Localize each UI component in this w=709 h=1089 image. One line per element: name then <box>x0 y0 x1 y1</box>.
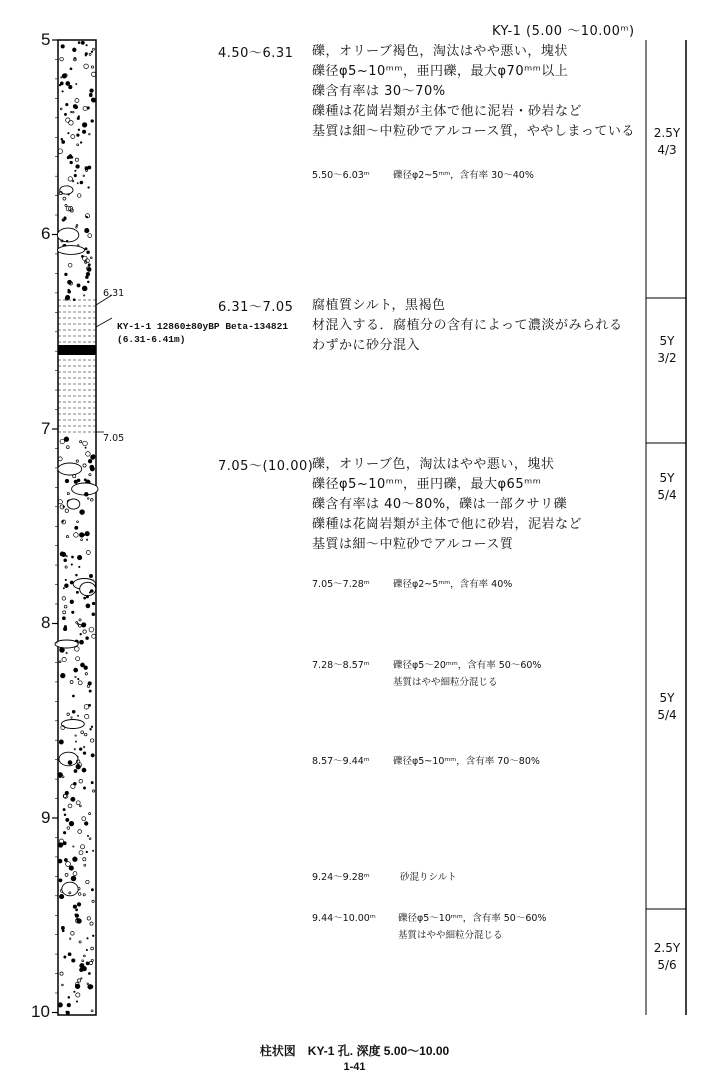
subnote-text <box>398 910 546 944</box>
munsell-color <box>648 125 686 159</box>
subnote-line: 礫径φ5～10ᵐᵐ，含有率 50～60% <box>398 913 547 924</box>
gravel-pebble <box>78 678 79 679</box>
gravel-pebble <box>70 68 72 70</box>
gravel-pebble <box>64 217 66 219</box>
gravel-pebble <box>80 968 84 972</box>
gravel-pebble <box>64 113 66 115</box>
gravel-pebble <box>69 821 74 826</box>
gravel-pebble <box>88 985 93 990</box>
gravel-pebble <box>85 248 87 250</box>
gravel-pebble <box>64 859 67 862</box>
gravel-pebble <box>87 281 89 283</box>
gravel-pebble <box>70 581 73 584</box>
gravel-pebble <box>87 938 88 939</box>
gravel-pebble <box>85 532 89 536</box>
gravel-pebble <box>82 623 86 627</box>
gravel-pebble <box>66 818 69 821</box>
gravel-pebble <box>67 1003 71 1007</box>
gravel-pebble <box>68 290 71 293</box>
munsell-color <box>648 940 686 974</box>
gravel-pebble <box>61 45 64 48</box>
unit-desc-line: 礫径φ5~10ᵐᵐ，亜円礫，最大φ65ᵐᵐ <box>312 477 542 492</box>
gravel-pebble <box>80 633 82 635</box>
gravel-pebble <box>89 574 92 577</box>
unit-desc-line: 礫種は花崗岩類が主体で他に砂岩，泥岩など <box>312 517 583 532</box>
gravel-pebble <box>86 596 88 598</box>
munsell-value: 3/2 <box>657 351 677 365</box>
gravel-pebble <box>71 564 72 565</box>
gravel-pebble <box>62 91 63 92</box>
unit-desc-line: 基質は細～中粒砂でアルコース質，ややしまっている <box>312 124 635 139</box>
gravel-pebble <box>79 533 84 538</box>
unit-desc-line: 腐植質シルト，黒褐色 <box>312 298 446 313</box>
munsell-hue: 5Y <box>659 691 675 705</box>
gravel-pebble <box>72 710 75 713</box>
gravel-pebble <box>76 764 81 769</box>
gravel-pebble <box>88 264 90 266</box>
unit-desc-line: わずかに砂分混入 <box>312 338 421 353</box>
gravel-pebble <box>80 142 82 144</box>
gravel-pebble <box>85 447 86 448</box>
unit-desc-line: 礫種は花崗岩類が主体で他に泥岩・砂岩など <box>312 104 583 119</box>
gravel-pebble <box>65 584 69 588</box>
gravel-pebble <box>59 894 63 898</box>
gravel-pebble <box>59 84 61 86</box>
munsell-color <box>648 470 686 504</box>
gravel-pebble <box>86 45 87 46</box>
gravel-pebble <box>63 588 64 589</box>
subnote-range: 5.50～6.03ᵐ <box>312 170 370 181</box>
gravel-pebble <box>76 909 78 911</box>
subnote-range: 9.24～9.28ᵐ <box>312 872 370 883</box>
gravel-pebble <box>85 55 87 57</box>
boundary-label-6-31: 6.31 <box>103 288 125 299</box>
gravel-pebble <box>90 89 94 93</box>
gravel-pebble <box>58 843 63 848</box>
gravel-pebble <box>80 510 85 515</box>
gravel-pebble <box>76 574 78 576</box>
subnote-line: 基質はやや細粒分混じる <box>398 930 503 941</box>
gravel-pebble <box>91 98 95 102</box>
gravel-pebble <box>70 600 74 604</box>
gravel-pebble <box>74 770 77 773</box>
gravel-pebble <box>80 640 84 644</box>
gravel-pebble <box>72 695 74 697</box>
gravel-pebble <box>61 138 63 140</box>
gravel-pebble <box>83 752 86 755</box>
unit-range: 6.31～7.05 <box>218 300 294 315</box>
gravel-pebble <box>86 216 88 218</box>
gravel-pebble <box>86 272 89 275</box>
gravel-pebble <box>71 797 75 801</box>
gravel-pebble <box>65 273 68 276</box>
gravel-pebble <box>90 465 94 469</box>
gravel-pebble <box>68 953 71 956</box>
unit-range: 4.50～6.31 <box>218 46 294 61</box>
gravel-pebble <box>68 133 69 134</box>
gravel-pebble <box>84 666 88 670</box>
subnote-text: 礫径φ2~5ᵐᵐ，含有率 40% <box>393 579 513 590</box>
gravel-pebble <box>86 949 87 950</box>
gravel-pebble <box>86 851 88 853</box>
gravel-pebble <box>76 165 80 169</box>
gravel-pebble <box>86 637 89 640</box>
gravel-pebble <box>92 602 95 605</box>
unit-desc-line: 材混入する．腐植分の含有によって濃淡がみられる <box>312 318 623 333</box>
munsell-value: 5/4 <box>657 708 677 722</box>
gravel-pebble <box>80 181 83 184</box>
gravel-pebble <box>69 85 72 88</box>
gravel-pebble <box>82 123 87 128</box>
unit-desc-line: 基質は細～中粒砂でアルコース質 <box>312 537 514 552</box>
gravel-pebble <box>58 1003 62 1007</box>
munsell-color <box>648 333 686 367</box>
unit-description <box>312 42 635 142</box>
gravel-pebble <box>79 566 80 567</box>
gravel-pebble <box>68 997 70 999</box>
gravel-pebble <box>65 579 66 580</box>
gravel-pebble <box>86 604 90 608</box>
figure-caption: 柱状図 KY-1 孔. 深度 5.00～10.00 <box>259 1044 450 1058</box>
gravel-pebble <box>75 170 76 171</box>
gravel-pebble <box>73 857 78 862</box>
subnote-line: 基質はやや細粒分混じる <box>393 677 498 688</box>
gravel-pebble <box>84 492 88 496</box>
gravel-pebble <box>77 919 82 924</box>
gravel-pebble <box>68 280 72 284</box>
gravel-pebble <box>89 592 90 593</box>
unit-desc-line: 礫含有率は 30～70% <box>312 84 446 99</box>
gravel-pebble <box>73 905 76 908</box>
gravel-pebble <box>70 161 73 164</box>
gravel-pebble <box>72 611 74 613</box>
gravel-pebble <box>86 962 89 965</box>
gravel-pebble <box>66 240 68 242</box>
unit-desc-line: 礫径φ5~10ᵐᵐ，亜円礫，最大φ70ᵐᵐ以上 <box>312 64 569 79</box>
gravel-pebble <box>91 120 94 123</box>
gravel-pebble <box>79 748 82 751</box>
gravel-pebble <box>66 103 68 105</box>
gravel-pebble <box>81 663 85 667</box>
gravel-pebble <box>91 889 93 891</box>
gravel-pebble <box>74 480 77 483</box>
gravel-pebble <box>63 832 65 834</box>
sample-pointer <box>96 318 112 327</box>
subnote-range: 7.05～7.28ᵐ <box>312 579 370 590</box>
gravel-pebble <box>62 141 65 144</box>
gravel-cobble <box>67 499 80 509</box>
subnote-range: 8.57～9.44ᵐ <box>312 756 370 767</box>
gravel-pebble <box>91 51 93 53</box>
subnote-range: 9.44～10.00ᵐ <box>312 913 376 924</box>
gravel-pebble <box>60 552 64 556</box>
gravel-pebble <box>72 959 75 962</box>
gravel-pebble <box>73 299 75 301</box>
gravel-cobble <box>58 463 82 475</box>
subnote-line: 礫径φ5～20ᵐᵐ，含有率 50～60% <box>393 660 542 671</box>
gravel-pebble <box>77 117 79 119</box>
gravel-pebble <box>89 690 91 692</box>
unit-desc-line: 礫，オリーブ色，淘汰はやや悪い，塊状 <box>312 457 555 472</box>
gravel-pebble <box>59 740 63 744</box>
depth-tick-marks <box>52 40 58 1013</box>
gravel-cobble <box>57 228 78 242</box>
gravel-cobble <box>55 640 78 648</box>
log-header-title: KY-1 (5.00 ～10.00ᵐ) <box>492 24 635 39</box>
gravel-pebble <box>78 129 80 131</box>
depth-label: 5 <box>41 30 51 49</box>
gravel-pebble <box>68 194 70 196</box>
gravel-pebble <box>76 591 78 593</box>
gravel-pebble <box>68 761 72 765</box>
gravel-pebble <box>64 559 67 562</box>
gravel-pebble <box>62 617 65 620</box>
gravel-pebble <box>78 42 80 44</box>
munsell-hue: 2.5Y <box>653 941 681 955</box>
gravel-pebble <box>75 914 78 917</box>
gravel-cobble <box>80 582 96 595</box>
gravel-pebble <box>61 673 66 678</box>
gravel-pebble <box>88 187 90 189</box>
depth-label: 10 <box>31 1002 50 1021</box>
gravel-pebble <box>73 48 77 52</box>
munsell-value: 4/3 <box>657 143 677 157</box>
gravel-pebble <box>82 286 87 291</box>
gravel-pebble <box>64 814 66 816</box>
gravel-pebble <box>74 105 78 109</box>
gravel-pebble <box>92 613 95 616</box>
munsell-value: 5/4 <box>657 488 677 502</box>
gravel-pebble <box>59 879 62 882</box>
gravel-pebble <box>83 787 85 789</box>
humic-dark-band <box>58 345 96 355</box>
gravel-pebble <box>87 107 89 109</box>
gravel-pebble <box>76 1001 77 1002</box>
subnote-text: 砂混りシルト <box>400 872 457 883</box>
gravel-pebble <box>75 984 80 989</box>
depth-label: 8 <box>41 613 51 632</box>
gravel-pebble <box>72 556 74 558</box>
gravel-pebble <box>91 726 93 728</box>
gravel-pebble <box>88 973 90 975</box>
unit-description <box>312 455 582 555</box>
gravel-pebble <box>88 459 92 463</box>
gravel-pebble <box>77 284 80 287</box>
gravel-pebble <box>87 251 90 254</box>
depth-label: 6 <box>41 224 51 243</box>
gravel-pebble <box>77 134 80 137</box>
gravel-pebble <box>66 82 70 86</box>
gravel-pebble <box>66 1011 67 1012</box>
sample-depth-line: (6.31-6.41m) <box>117 334 186 345</box>
gravel-pebble <box>90 728 92 730</box>
depth-label: 7 <box>41 419 51 438</box>
munsell-hue: 5Y <box>659 471 675 485</box>
gravel-pebble <box>58 859 62 863</box>
subnote-text: 礫径φ5~10ᵐᵐ，含有率 70～80% <box>393 756 540 767</box>
gravel-pebble <box>64 956 66 958</box>
gravel-pebble <box>81 41 84 44</box>
gravel-pebble <box>74 668 78 672</box>
unit-range: 7.05～(10.00) <box>218 459 314 474</box>
subnote-range: 7.28～8.57ᵐ <box>312 660 370 671</box>
gravel-pebble <box>71 876 76 881</box>
munsell-color <box>648 690 686 724</box>
gravel-pebble <box>65 479 69 483</box>
unit-desc-line: 礫含有率は 40～80%，礫は一部クサリ礫 <box>312 497 568 512</box>
page-number: 1-41 <box>343 1061 366 1073</box>
gravel-pebble <box>91 782 93 784</box>
gravel-pebble <box>88 166 91 169</box>
munsell-hue: 2.5Y <box>653 126 681 140</box>
gravel-pebble <box>71 157 73 159</box>
gravel-pebble <box>84 597 86 599</box>
gravel-pebble <box>67 156 69 158</box>
gravel-pebble <box>90 590 93 593</box>
gravel-cobble <box>58 246 85 255</box>
gravel-pebble <box>69 866 73 870</box>
gravel-pebble <box>85 228 89 232</box>
boundary-label-7-05: 7.05 <box>103 433 125 444</box>
gravel-pebble <box>91 455 95 459</box>
gravel-pebble <box>74 991 75 992</box>
gravel-pebble <box>84 822 88 826</box>
gravel-pebble <box>91 754 94 757</box>
gravel-pebble <box>75 526 78 529</box>
sample-id-line: KY-1-1 12860±80yBP Beta-134821 <box>117 321 289 332</box>
gravel-cobble <box>60 186 73 194</box>
gravel-pebble <box>82 768 86 772</box>
munsell-value: 5/6 <box>657 958 677 972</box>
gravel-pebble <box>63 809 65 811</box>
depth-label: 9 <box>41 808 51 827</box>
gravel-pebble <box>63 627 66 630</box>
subnote-text <box>393 657 541 691</box>
gravel-pebble <box>82 130 85 133</box>
gravel-pebble <box>77 903 81 907</box>
gravel-pebble <box>77 555 81 559</box>
gravel-pebble <box>86 276 89 279</box>
gravel-pebble <box>92 935 94 937</box>
unit-desc-line: 礫，オリーブ褐色，淘汰はやや悪い，塊状 <box>312 44 568 59</box>
gravel-pebble <box>61 926 64 929</box>
gravel-pebble <box>62 930 64 932</box>
subnote-text: 礫径φ2~5ᵐᵐ，含有率 30～40% <box>393 170 534 181</box>
munsell-hue: 5Y <box>659 334 675 348</box>
unit-description <box>312 296 623 356</box>
